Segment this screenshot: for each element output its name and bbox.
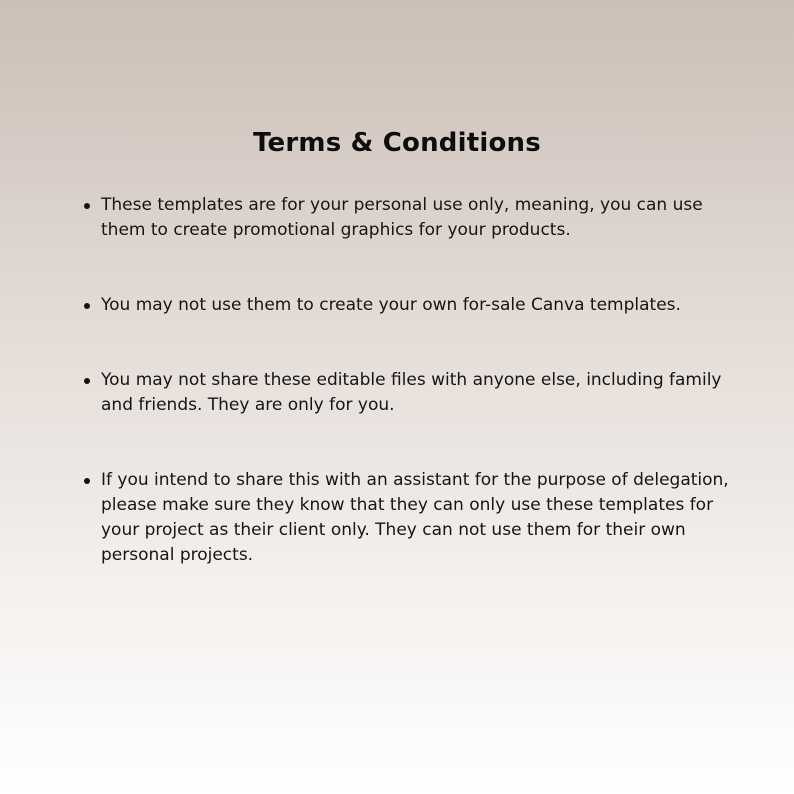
term-text: These templates are for your personal use only, meaning, you can use them to create promotional graphics for your products. (101, 195, 703, 240)
terms-list (80, 193, 730, 568)
term-text: You may not use them to create your own for-sale Canva templates. (101, 295, 681, 315)
term-item (80, 368, 730, 418)
term-text: If you intend to share this with an assistant for the purpose of delegation, please make sure they know that they can only use these templates for your project as their client only. They can not use them for their own personal projects. (101, 470, 729, 565)
bullet-icon (84, 378, 90, 384)
bullet-icon (84, 478, 90, 484)
bullet-icon (84, 203, 90, 209)
page-title: Terms & Conditions (253, 128, 541, 158)
term-item (80, 468, 730, 568)
term-item (80, 193, 730, 243)
bullet-icon (84, 303, 90, 309)
term-item (80, 293, 730, 318)
term-text: You may not share these editable files with anyone else, including family and friends. They are only for you. (101, 370, 722, 415)
